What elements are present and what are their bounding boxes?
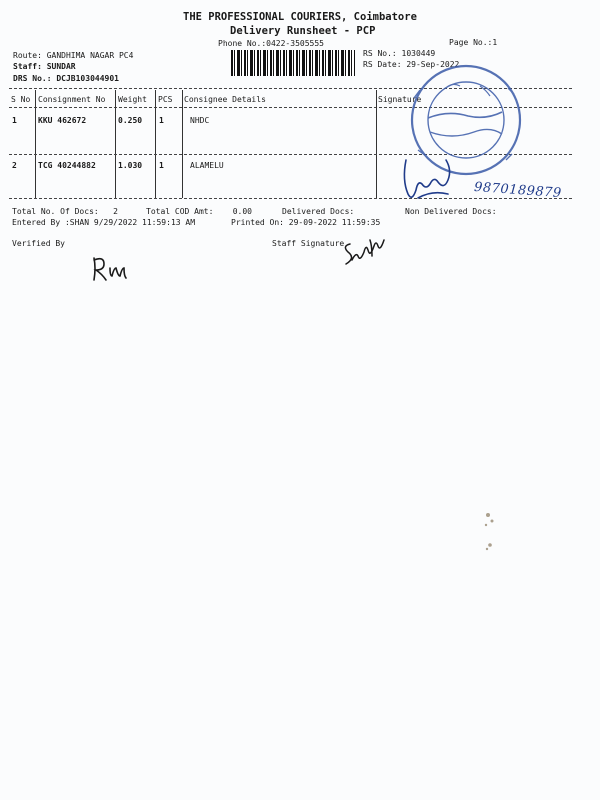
row-consignee: NHDC xyxy=(190,116,210,125)
col-sep-2 xyxy=(115,90,116,198)
rs-date: RS Date: 29-Sep-2022 xyxy=(363,60,460,69)
entered-by: Entered By :SHAN 9/29/2022 11:59:13 AM xyxy=(12,218,196,227)
staff-signature xyxy=(340,234,390,274)
phone-number: Phone No.:0422-3505555 xyxy=(218,39,324,48)
col-header-consignment: Consignment No xyxy=(38,95,106,104)
non-delivered-docs: Non Delivered Docs: xyxy=(405,207,497,216)
total-docs: Total No. Of Docs: 2 xyxy=(12,207,118,216)
col-header-pcs: PCS xyxy=(158,95,173,104)
col-sep-1 xyxy=(35,90,36,198)
row-sno: 1 xyxy=(12,116,17,125)
handwritten-phone-number: 9870189879 xyxy=(473,179,563,202)
col-header-signature: Signature xyxy=(378,95,422,104)
col-header-sno: S No xyxy=(11,95,31,104)
row-pcs: 1 xyxy=(159,161,164,170)
barcode xyxy=(231,50,355,76)
row-consignee: ALAMELU xyxy=(190,161,224,170)
total-cod-amount: Total COD Amt: 0.00 xyxy=(146,207,252,216)
col-sep-5 xyxy=(376,90,377,198)
route: Route: GANDHIMA NAGAR PC4 xyxy=(13,51,134,60)
row-consignment: KKU 462672 xyxy=(38,116,87,125)
row-sno: 2 xyxy=(12,161,17,170)
verified-by: Verified By xyxy=(12,239,65,248)
drs-number: DRS No.: DCJB103044901 xyxy=(13,74,119,83)
company-title: THE PROFESSIONAL COURIERS, Coimbatore xyxy=(183,11,417,23)
row-weight: 0.250 xyxy=(118,116,143,125)
staff-signature-label: Staff Signature xyxy=(272,239,345,248)
delivered-docs: Delivered Docs: xyxy=(282,207,355,216)
col-sep-3 xyxy=(155,90,156,198)
col-header-weight: Weight xyxy=(118,95,147,104)
col-sep-4 xyxy=(182,90,183,198)
document-subtitle: Delivery Runsheet - PCP xyxy=(230,25,376,37)
verifier-signature xyxy=(90,254,130,284)
row-weight: 1.030 xyxy=(118,161,143,170)
rs-number: RS No.: 1030449 xyxy=(363,49,436,58)
recipient-signature xyxy=(398,150,598,210)
row-consignment: TCG 40244882 xyxy=(38,161,96,170)
col-header-consignee: Consignee Details xyxy=(184,95,266,104)
scan-noise xyxy=(478,505,508,555)
staff: Staff: SUNDAR xyxy=(13,62,76,71)
page-number: Page No.:1 xyxy=(449,38,498,47)
printed-on: Printed On: 29-09-2022 11:59:35 xyxy=(231,218,381,227)
row-pcs: 1 xyxy=(159,116,164,125)
